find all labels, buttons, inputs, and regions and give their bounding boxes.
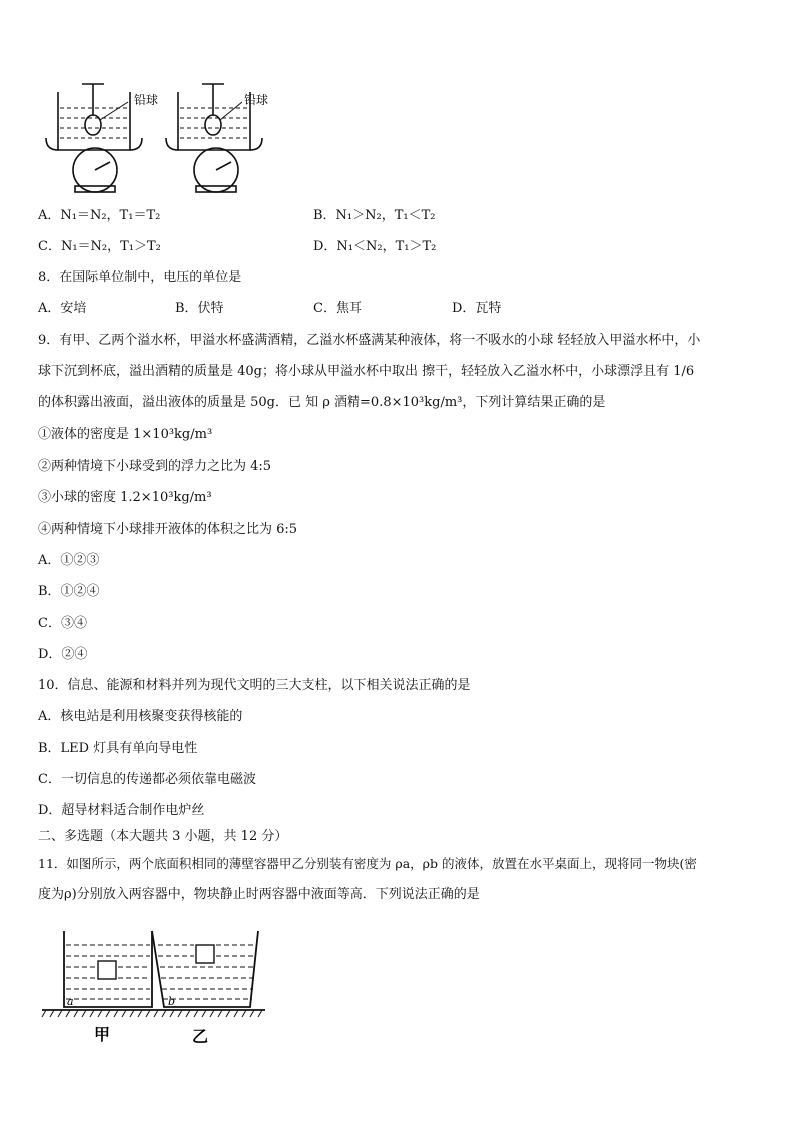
q11-stem-line2: 度为ρ)分别放入两容器中，物块静止时两容器中液面等高．下列说法正确的是 bbox=[38, 887, 480, 902]
q10-option-a: A．核电站是利用核聚变获得核能的 bbox=[38, 709, 243, 724]
q8-stem: 8．在国际单位制中，电压的单位是 bbox=[38, 270, 242, 285]
q8-option-d: D．瓦特 bbox=[452, 301, 502, 316]
q9-stem-line2: 球下沉到杯底，溢出酒精的质量是 40g；将小球从甲溢水杯中取出 擦干，轻轻放入乙溢水杯中，小球漂浮且有 1/6 bbox=[38, 364, 695, 379]
q9-option-a: A．①②③ bbox=[38, 553, 100, 568]
q10-option-b: B．LED 灯具有单向导电性 bbox=[38, 741, 198, 756]
q9-option-d: D．②④ bbox=[38, 647, 88, 662]
q8-option-b: B．伏特 bbox=[175, 301, 224, 316]
q9-statement-2: ②两种情境下小球受到的浮力之比为 4:5 bbox=[38, 459, 272, 474]
q10-option-d: D．超导材料适合制作电炉丝 bbox=[38, 803, 205, 818]
q10-stem: 10．信息、能源和材料并列为现代文明的三大支柱，以下相关说法正确的是 bbox=[38, 678, 471, 693]
container-jia-label: 甲 bbox=[94, 1025, 111, 1044]
liquid-b-label: b bbox=[168, 995, 176, 1008]
q8-option-a: A．安培 bbox=[38, 301, 87, 316]
beakers-on-scales-figure bbox=[38, 80, 278, 195]
q10-option-c: C．一切信息的传递都必须依靠电磁波 bbox=[38, 772, 256, 787]
q9-statement-1: ①液体的密度是 1×10³kg/m³ bbox=[38, 427, 213, 442]
q8-option-c: C．焦耳 bbox=[313, 301, 362, 316]
containers-jia-yi-figure bbox=[40, 925, 270, 1050]
liquid-a-label: a bbox=[67, 995, 74, 1008]
q9-statement-4: ④两种情境下小球排开液体的体积之比为 6:5 bbox=[38, 522, 298, 537]
q9-stem-line1: 9．有甲、乙两个溢水杯，甲溢水杯盛满酒精，乙溢水杯盛满某种液体，将一不吸水的小球 轻轻放入甲溢水杯中，小 bbox=[38, 333, 701, 348]
q7-option-a: A．N₁＝N₂，T₁＝T₂ bbox=[38, 208, 161, 223]
q9-stem-line3: 的体积露出液面，溢出液体的质量是 50g．已 知 ρ 酒精=0.8×10³kg/m³，下列计算结果正确的是 bbox=[38, 395, 606, 410]
q7-option-c: C．N₁＝N₂，T₁＞T₂ bbox=[38, 239, 161, 254]
q9-option-c: C．③④ bbox=[38, 616, 87, 631]
q7-option-b: B．N₁＞N₂，T₁＜T₂ bbox=[313, 208, 436, 223]
section-heading-multiple-choice: 二、多选题（本大题共 3 小题，共 12 分） bbox=[38, 829, 288, 844]
lead-ball-label-right: 铅球 bbox=[244, 93, 269, 107]
q7-option-d: D．N₁＜N₂，T₁＞T₂ bbox=[313, 239, 437, 254]
container-yi-label: 乙 bbox=[192, 1027, 209, 1046]
q9-statement-3: ③小球的密度 1.2×10³kg/m³ bbox=[38, 490, 212, 505]
lead-ball-label-left: 铅球 bbox=[134, 93, 159, 107]
q9-option-b: B．①②④ bbox=[38, 584, 100, 599]
q11-stem-line1: 11．如图所示，两个底面积相同的薄壁容器甲乙分别装有密度为 ρa，ρb 的液体，放置在水平桌面上，现将同一物块(密 bbox=[38, 856, 697, 871]
